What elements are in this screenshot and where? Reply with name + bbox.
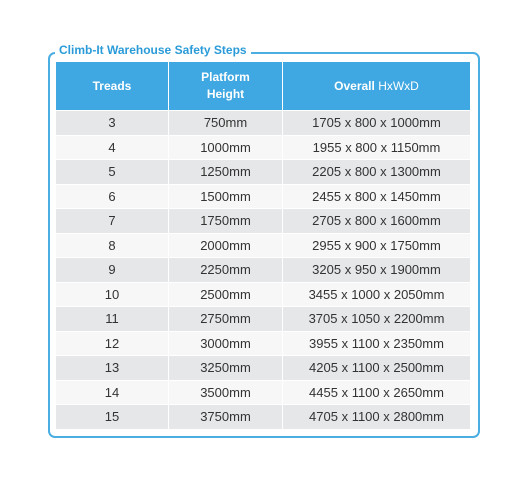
cell-overall-dimensions: 2455 x 800 x 1450mm [283, 184, 470, 209]
cell-overall-dimensions: 1955 x 800 x 1150mm [283, 135, 470, 160]
header-platform-height [169, 62, 283, 110]
cell-overall-dimensions: 3205 x 950 x 1900mm [283, 257, 470, 282]
table-row [56, 331, 470, 356]
cell-treads: 8 [56, 233, 169, 258]
table-row [56, 184, 470, 209]
header-platform-line1: Platform [201, 70, 250, 84]
table-row [56, 404, 470, 429]
cell-platform-height: 3000mm [169, 331, 283, 356]
cell-treads: 10 [56, 282, 169, 307]
cell-platform-height: 2000mm [169, 233, 283, 258]
cell-treads: 9 [56, 257, 169, 282]
header-treads: Treads [56, 62, 169, 110]
cell-overall-dimensions: 3705 x 1050 x 2200mm [283, 306, 470, 331]
table-title: Climb-It Warehouse Safety Steps [55, 40, 251, 60]
cell-platform-height: 2250mm [169, 257, 283, 282]
cell-platform-height: 2500mm [169, 282, 283, 307]
cell-overall-dimensions: 3455 x 1000 x 2050mm [283, 282, 470, 307]
cell-treads: 15 [56, 404, 169, 429]
table-row [56, 306, 470, 331]
cell-treads: 4 [56, 135, 169, 160]
table-row [56, 159, 470, 184]
header-overall [283, 62, 470, 110]
safety-steps-table [56, 62, 470, 429]
cell-treads: 14 [56, 380, 169, 405]
table-row [56, 257, 470, 282]
cell-treads: 11 [56, 306, 169, 331]
cell-platform-height: 750mm [169, 110, 283, 135]
cell-overall-dimensions: 2205 x 800 x 1300mm [283, 159, 470, 184]
cell-overall-dimensions: 3955 x 1100 x 2350mm [283, 331, 470, 356]
cell-platform-height: 2750mm [169, 306, 283, 331]
table-row [56, 355, 470, 380]
cell-platform-height: 1750mm [169, 208, 283, 233]
cell-platform-height: 3500mm [169, 380, 283, 405]
table-row [56, 135, 470, 160]
table-body [56, 110, 470, 429]
cell-treads: 13 [56, 355, 169, 380]
header-overall-label: Overall [334, 78, 375, 93]
cell-platform-height: 1500mm [169, 184, 283, 209]
cell-overall-dimensions: 2955 x 900 x 1750mm [283, 233, 470, 258]
table-row [56, 110, 470, 135]
cell-overall-dimensions: 4205 x 1100 x 2500mm [283, 355, 470, 380]
cell-platform-height: 3750mm [169, 404, 283, 429]
table-row [56, 208, 470, 233]
table-header-row [56, 62, 470, 110]
header-overall-unit: HxWxD [378, 78, 419, 93]
table-row [56, 380, 470, 405]
cell-treads: 3 [56, 110, 169, 135]
cell-platform-height: 1250mm [169, 159, 283, 184]
cell-treads: 5 [56, 159, 169, 184]
cell-treads: 7 [56, 208, 169, 233]
cell-platform-height: 3250mm [169, 355, 283, 380]
cell-platform-height: 1000mm [169, 135, 283, 160]
header-platform-line2: Height [206, 87, 245, 101]
table-row [56, 233, 470, 258]
cell-overall-dimensions: 4705 x 1100 x 2800mm [283, 404, 470, 429]
cell-treads: 6 [56, 184, 169, 209]
cell-overall-dimensions: 2705 x 800 x 1600mm [283, 208, 470, 233]
cell-overall-dimensions: 1705 x 800 x 1000mm [283, 110, 470, 135]
cell-overall-dimensions: 4455 x 1100 x 2650mm [283, 380, 470, 405]
cell-treads: 12 [56, 331, 169, 356]
table-row [56, 282, 470, 307]
